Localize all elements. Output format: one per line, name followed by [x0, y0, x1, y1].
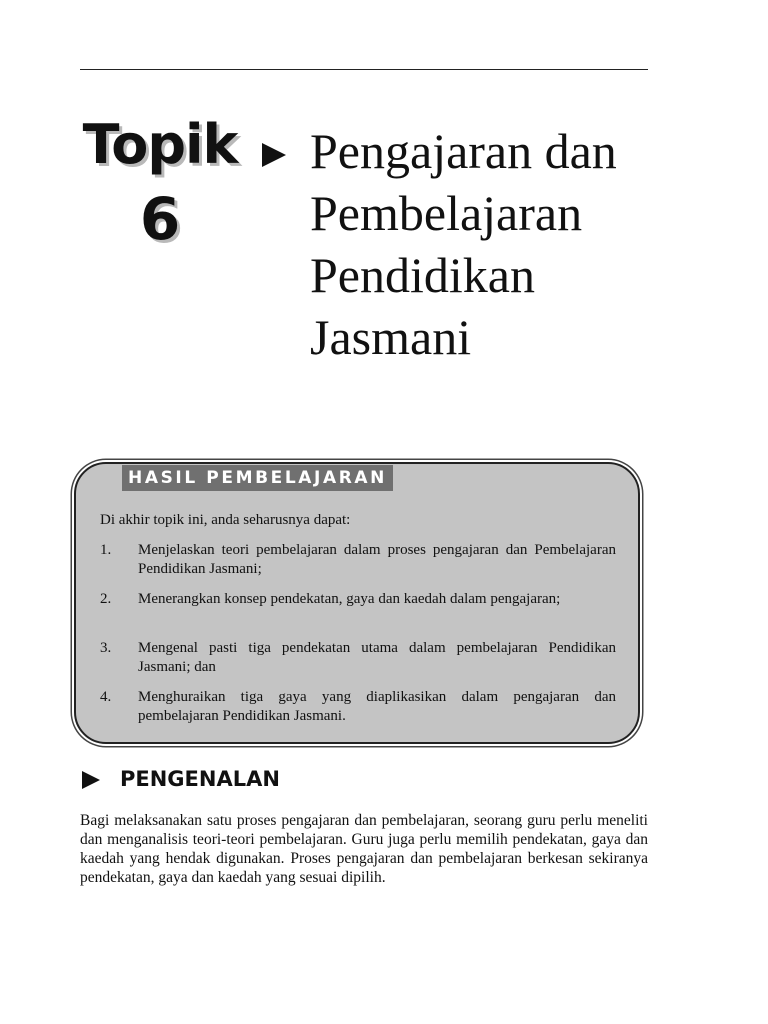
outcome-item	[100, 688, 616, 726]
outcome-text: Menghuraikan tiga gaya yang diaplikasikan dalam pengajaran dan pembelajaran Pendidikan Jasmani.	[138, 689, 616, 724]
play-arrow-icon	[262, 143, 286, 167]
topic-label	[80, 112, 240, 256]
top-rule	[80, 69, 648, 70]
outcome-item	[100, 541, 616, 579]
topic-word: Topik	[82, 113, 238, 176]
outcome-text: Menerangkan konsep pendekatan, gaya dan kaedah dalam pengajaran;	[138, 591, 561, 607]
chapter-title: Pengajaran dan Pembelajaran Pendidikan Jasmani	[310, 123, 617, 365]
outcome-number: 4.	[100, 689, 112, 705]
outcome-number: 3.	[100, 640, 112, 656]
section-heading: PENGENALAN	[120, 767, 280, 791]
outcome-text: Menjelaskan teori pembelajaran dalam proses pengajaran dan Pembelajaran Pendidikan Jasmani;	[138, 542, 616, 577]
outcome-item	[100, 590, 616, 609]
outcome-text: Mengenal pasti tiga pendekatan utama dalam pembelajaran Pendidikan Jasmani; dan	[138, 640, 616, 675]
play-arrow-icon	[82, 771, 100, 789]
learning-outcomes-intro: Di akhir topik ini, anda seharusnya dapat:	[100, 512, 351, 528]
topic-number: 6	[139, 185, 181, 253]
outcome-number: 1.	[100, 542, 112, 558]
learning-outcomes-heading: HASIL PEMBELAJARAN	[122, 465, 393, 491]
intro-paragraph: Bagi melaksanakan satu proses pengajaran dan pembelajaran, seorang guru perlu meneliti dan menganalisis teori-teori pembelajaran. Guru juga perlu memilih pendekatan, gaya dan kaedah yang hendak digunakan. Proses pengajaran dan pembelajaran berkesan sekiranya pendekatan, gaya dan kaedah yang sesuai dipilih.	[80, 812, 648, 886]
outcome-number: 2.	[100, 591, 112, 607]
outcome-item	[100, 639, 616, 677]
